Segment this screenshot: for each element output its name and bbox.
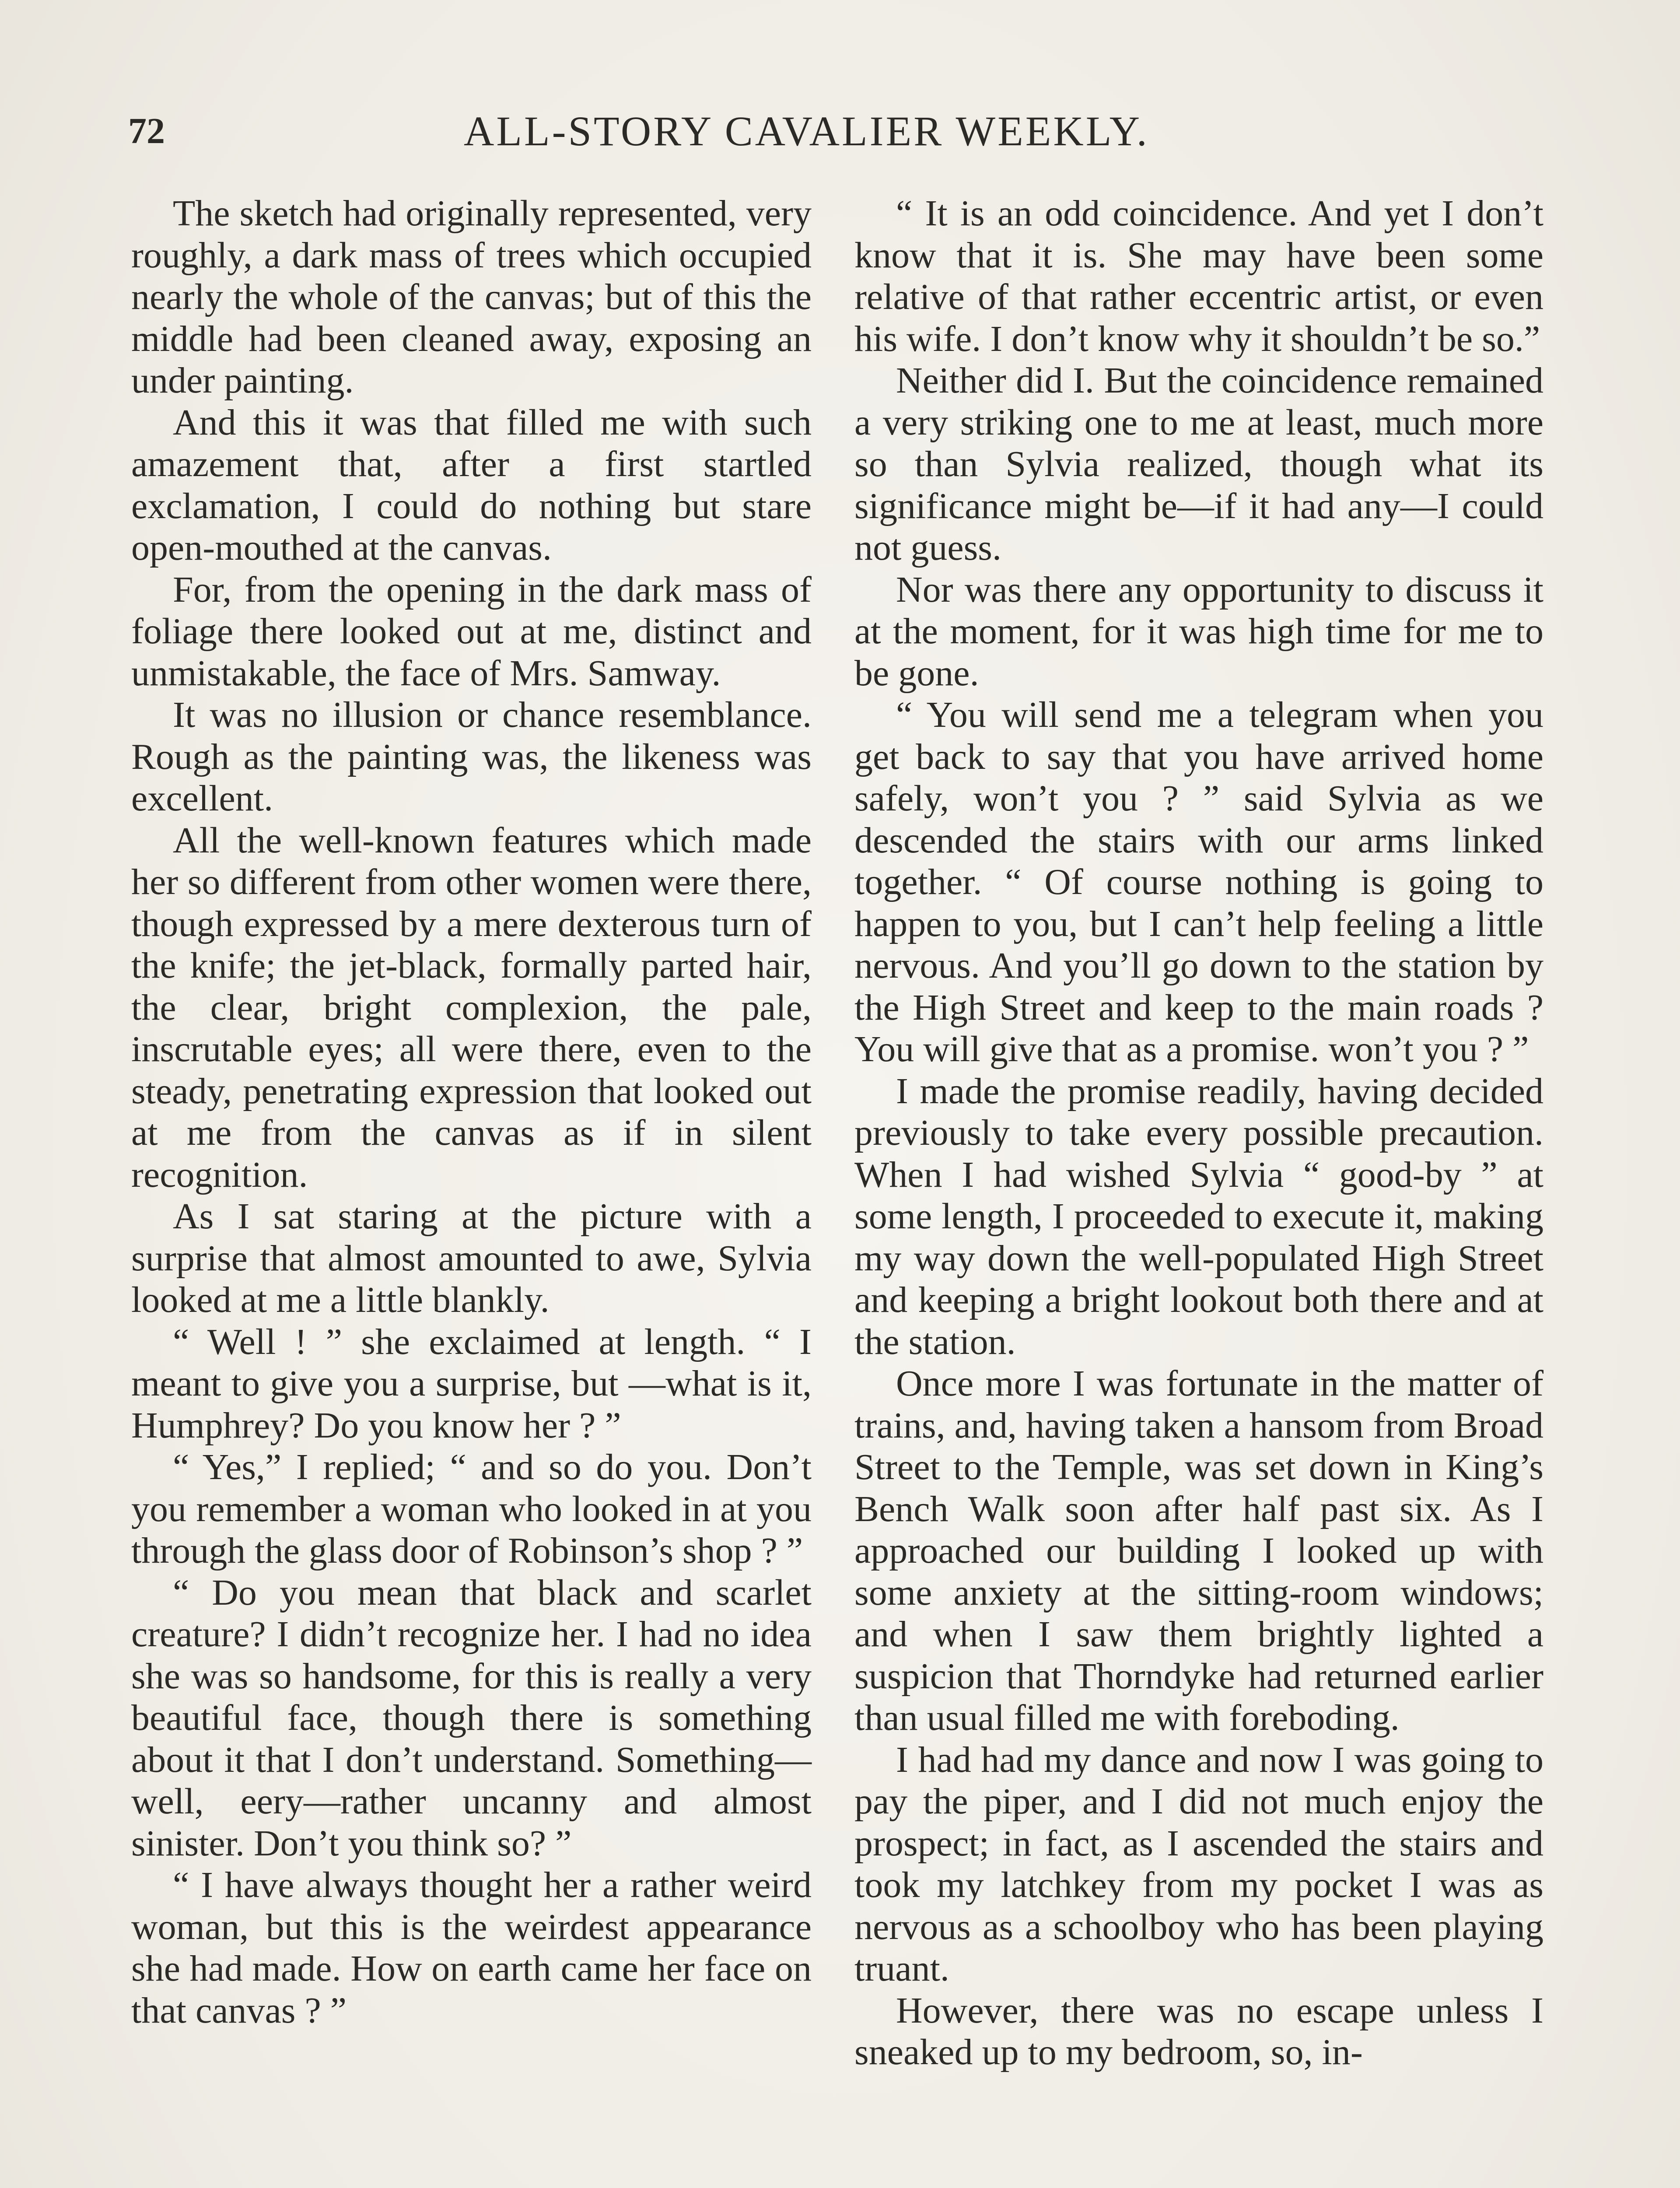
paragraph: Once more I was fortunate in the matter of trains, and, having taken a hansom from Broad Street to the Temple, was set down in King’s Bench Walk soon after half past six. As I approached our building I looked up with some anxiety at the sitting-room windows; and when I saw them brightly lighted a suspicion that Thorndyke had returned earlier than usual filled me with foreboding. [854,1363,1544,1738]
paragraph: “ Do you mean that black and scarlet creature? I didn’t recognize her. I had no idea she was so handsome, for this is really a very beautiful face, though there is something about it that I don’t understand. Something—well, eery—rather uncanny and almost sinister. Don’t you think so? ” [131,1572,812,1864]
paragraph: All the well-known features which made her so different from other women were there, though expressed by a mere dexterous turn of the knife; the jet-black, formally parted hair, the clear, bright complexion, the pale, inscrutable eyes; all were there, even to the steady, penetrating expression that looked out at me from the canvas as if in silent recognition. [131,820,812,1195]
paragraph: “ Yes,” I replied; “ and so do you. Don’t you remember a woman who looked in at you through the glass door of Robinson’s shop ? ” [131,1447,812,1571]
paragraph: “ I have always thought her a rather weird woman, but this is the weirdest appearance she had made. How on earth came her face on that canvas ? ” [131,1865,812,2031]
paragraph: “ Well ! ” she exclaimed at length. “ I meant to give you a surprise, but —what is it, Humphrey? Do you know her ? ” [131,1321,812,1446]
right-text-column [854,193,1544,2073]
paragraph: As I sat staring at the picture with a surprise that almost amounted to awe, Sylvia looked at me a little blankly. [131,1196,812,1320]
left-text-column [131,193,812,2031]
paragraph: However, there was no escape unless I sneaked up to my bedroom, so, in- [854,1990,1544,2072]
page-number: 72 [128,111,165,151]
paragraph: And this it was that filled me with such amazement that, after a first startled exclamation, I could do nothing but stare open-mouthed at the canvas. [131,402,812,568]
paragraph: It was no illusion or chance resemblance. Rough as the painting was, the likeness was excellent. [131,694,812,819]
paragraph: I had had my dance and now I was going to pay the piper, and I did not much enjoy the prospect; in fact, as I ascended the stairs and took my latchkey from my pocket I was as nervous as a schoolboy who has been playing truant. [854,1739,1544,1989]
paragraph: The sketch had originally represented, very roughly, a dark mass of trees which occupied nearly the whole of the canvas; but of this the middle had been cleaned away, exposing an under painting. [131,193,812,401]
running-head-title: ALL-STORY CAVALIER WEEKLY. [464,108,1149,154]
paragraph: “ You will send me a telegram when you get back to say that you have arrived home safely, won’t you ? ” said Sylvia as we descended the stairs with our arms linked together. “ Of course nothing is going to happen to you, but I can’t help feeling a little nervous. And you’ll go down to the station by the High Street and keep to the main roads ? You will give that as a promise. won’t you ? ” [854,694,1544,1069]
paragraph: Nor was there any opportunity to discuss it at the moment, for it was high time for me to be gone. [854,569,1544,694]
page-header [0,103,1680,160]
paragraph: “ It is an odd coincidence. And yet I don’t know that it is. She may have been some relative of that rather eccentric artist, or even his wife. I don’t know why it shouldn’t be so.” [854,193,1544,359]
paragraph: I made the promise readily, having decided previously to take every possible precaution. When I had wished Sylvia “ good-by ” at some length, I proceeded to execute it, making my way down the well-populated High Street and keeping a bright lookout both there and at the station. [854,1070,1544,1362]
paragraph: Neither did I. But the coincidence remained a very striking one to me at least, much more so than Sylvia realized, though what its significance might be—if it had any—I could not guess. [854,360,1544,568]
paragraph: For, from the opening in the dark mass of foliage there looked out at me, distinct and unmistakable, the face of Mrs. Samway. [131,569,812,694]
